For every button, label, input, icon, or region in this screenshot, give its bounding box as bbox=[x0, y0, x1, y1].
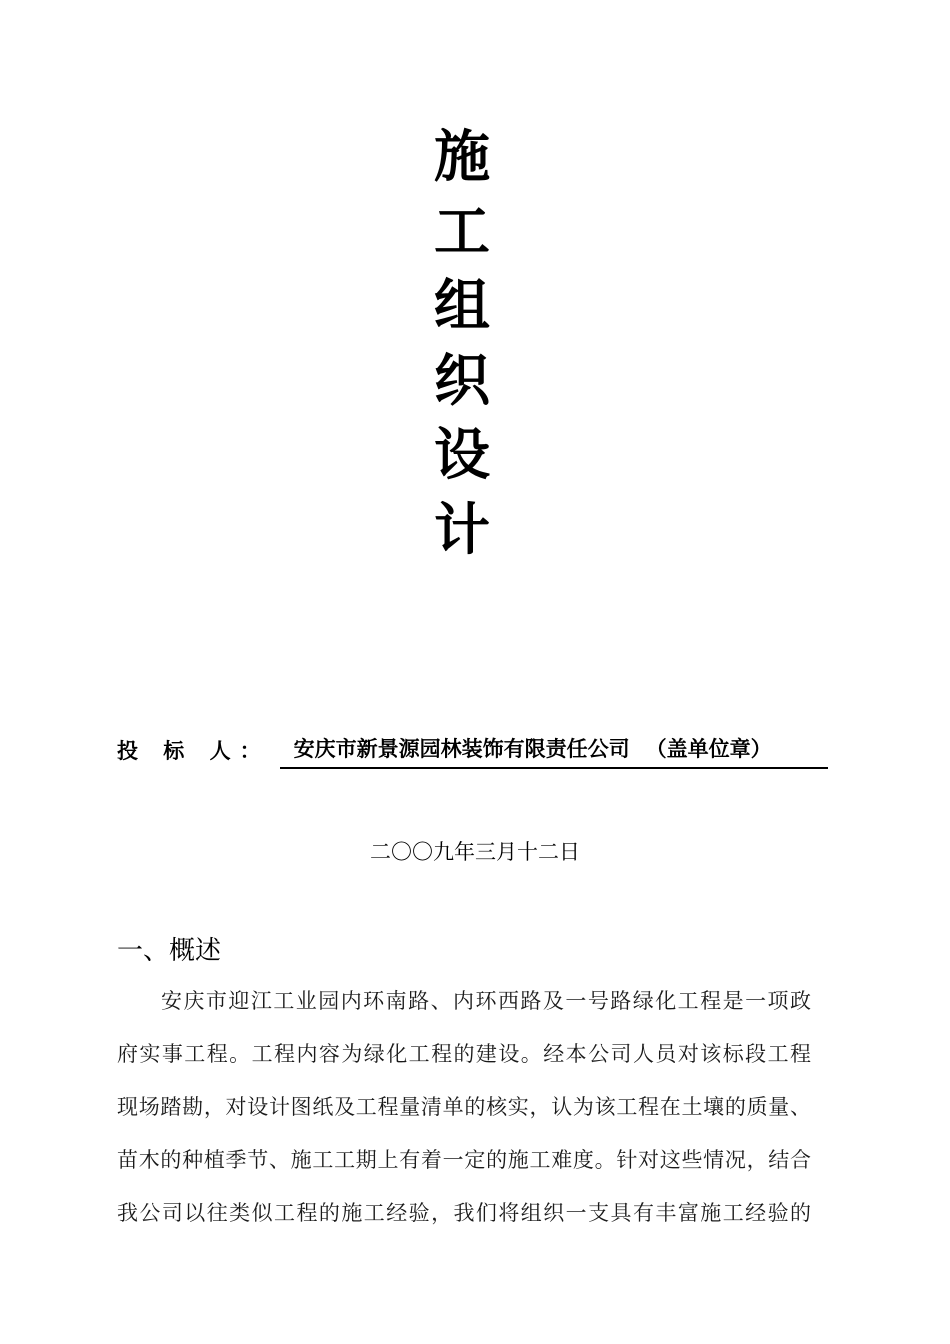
bidder-line bbox=[117, 735, 828, 769]
section-heading: 一、概述 bbox=[117, 936, 222, 966]
bidder-seal-note: （盖单位章） bbox=[645, 737, 772, 761]
paragraph-line: 现场踏勘，对设计图纸及工程量清单的核实，认为该工程在土壤的质量、 bbox=[117, 1095, 811, 1119]
title-char: 工 bbox=[434, 198, 490, 265]
title-char: 施 bbox=[434, 124, 490, 190]
paragraph-line: 安庆市迎江工业园内环南路、内环西路及一号路绿化工程是一项政 bbox=[161, 989, 811, 1013]
document-title bbox=[430, 120, 494, 567]
bidder-value-underlined bbox=[280, 733, 828, 769]
paragraph-line: 府实事工程。工程内容为绿化工程的建设。经本公司人员对该标段工程 bbox=[117, 1042, 811, 1066]
bidder-label: 投 标 人： bbox=[117, 739, 270, 763]
title-char: 织 bbox=[434, 347, 490, 414]
overview-paragraph bbox=[117, 982, 811, 1247]
paragraph-line: 苗木的种植季节、施工工期上有着一定的施工难度。针对这些情况，结合 bbox=[117, 1148, 811, 1172]
title-char: 组 bbox=[434, 273, 490, 339]
title-char: 计 bbox=[434, 496, 490, 563]
paragraph-line: 我公司以往类似工程的施工经验，我们将组织一支具有丰富施工经验的 bbox=[117, 1201, 811, 1225]
bidder-company: 安庆市新景源园林装饰有限责任公司 bbox=[293, 737, 630, 761]
title-char: 设 bbox=[434, 422, 490, 488]
document-date: 二〇〇九年三月十二日 bbox=[370, 840, 580, 864]
